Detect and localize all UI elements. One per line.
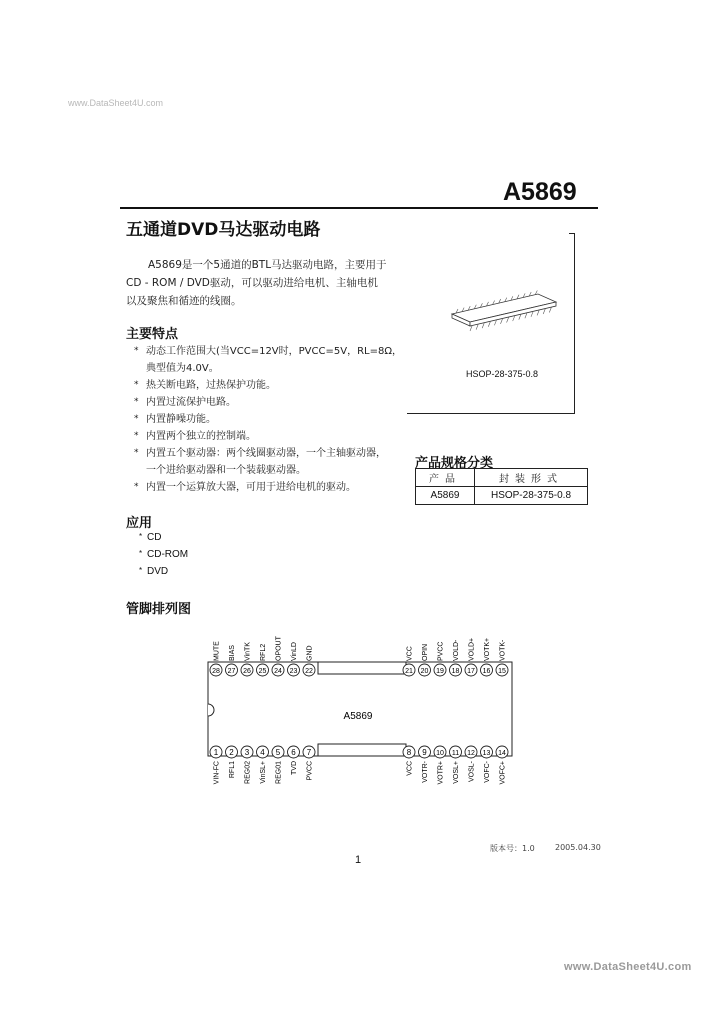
spec-cell-product: A5869: [416, 487, 475, 505]
pin-label: VCC: [406, 646, 414, 661]
pin-label: PVCC: [437, 641, 445, 661]
heat-sink-bottom: [318, 744, 406, 756]
pinout-heading: 管脚排列图: [126, 602, 192, 617]
pin-number: 19: [436, 668, 444, 675]
feature-item: 一个进给驱动器和一个装载驱动器。: [146, 465, 306, 476]
pin-number: 20: [420, 668, 429, 675]
date-label: 2005.04.30: [555, 843, 601, 852]
spec-header-row: [416, 469, 588, 487]
page-number: 1: [355, 854, 362, 866]
pin-label: OPOUT: [275, 636, 283, 661]
pin-label: REG02: [244, 761, 252, 784]
package-label: HSOP-28-375-0.8: [466, 369, 539, 379]
pin-label: GND: [306, 645, 314, 661]
pin-number: 23: [289, 668, 298, 675]
pin-label: OPIN: [422, 643, 429, 661]
application-item: * CD-ROM: [139, 546, 188, 563]
package-lead: [537, 310, 539, 315]
spec-table: [415, 468, 588, 505]
features-list: [134, 343, 404, 496]
pin-number: 15: [498, 668, 506, 675]
package-lead: [549, 308, 551, 313]
feature-item: 典型值为4.0V。: [146, 363, 219, 374]
package-lead: [470, 326, 472, 331]
pin-number: 17: [467, 668, 475, 675]
package-lead: [525, 313, 527, 318]
pin-number: 21: [405, 668, 413, 675]
pin-number: 28: [212, 668, 220, 675]
feature-item: * 内置静噪功能。: [134, 411, 404, 428]
pin-label: VOTK-: [499, 639, 507, 661]
pin-number: 4: [260, 748, 265, 757]
version-label: 版本号：1.0: [490, 844, 535, 853]
heat-sink-top: [318, 662, 406, 674]
chip-label: A5869: [343, 711, 373, 722]
pin-label: RFL1: [229, 761, 236, 779]
pin-label: VOTR+: [437, 761, 445, 785]
feature-item: * 内置一个运算放大器，可用于进给电机的驱动。: [134, 479, 404, 496]
package-lead: [513, 316, 515, 321]
spec-data-row: [416, 487, 588, 505]
frame-corner: [569, 233, 575, 234]
package-lead: [494, 320, 496, 325]
spec-col-product: 产品: [416, 469, 475, 487]
pin-label: VOTK+: [484, 637, 491, 661]
pin-number: 11: [451, 750, 460, 757]
intro-line-2: CD - ROM / DVD驱动，可以驱动进给电机、主轴电机: [126, 277, 378, 289]
pin-number: 22: [305, 668, 313, 675]
watermark-bottom: www.DataSheet4U.com: [564, 961, 692, 973]
pin-number: 7: [306, 748, 312, 757]
feature-item: * 动态工作范围大(当VCC=12V时，PVCC=5V，RL=8Ω，: [134, 343, 404, 360]
pin-label: VinTK: [244, 642, 252, 661]
pin-label: VOFC-: [484, 761, 491, 783]
pin-number: 2: [229, 748, 234, 757]
pin-number: 1: [213, 748, 219, 757]
feature-item: * 内置两个独立的控制端。: [134, 428, 404, 445]
pin-number: 18: [451, 668, 460, 675]
pin-label: VOTR-: [422, 761, 429, 783]
pin-number: 14: [498, 750, 506, 757]
pin-label: VOFC+: [499, 761, 507, 785]
package-lead: [507, 317, 509, 322]
pin-label: VOLD+: [468, 637, 476, 661]
pin-number: 16: [482, 668, 491, 675]
pin-number: 9: [422, 748, 427, 757]
spec-heading: 产品规格分类: [415, 456, 494, 471]
features-heading: 主要特点: [126, 327, 179, 342]
package-lead: [519, 315, 521, 320]
feature-item: * 内置五个驱动器：两个线圈驱动器，一个主轴驱动器，: [134, 445, 404, 462]
pin-number: 13: [482, 750, 491, 757]
pin-label: TVD: [291, 761, 298, 775]
pin-number: 6: [291, 748, 296, 757]
package-lead: [482, 323, 484, 328]
pin-label: VIN-FC: [213, 761, 221, 785]
pin-label: PVCC: [306, 761, 314, 781]
package-lead: [476, 325, 478, 330]
pin-number: 25: [258, 668, 267, 675]
intro-line-1: A5869是一个5通道的BTL马达驱动电路，主要用于: [148, 259, 387, 271]
watermark-top: www.DataSheet4U.com: [68, 98, 164, 108]
pin-number: 8: [406, 748, 412, 757]
pin-number: 12: [467, 750, 475, 757]
package-lead: [501, 319, 503, 324]
pin-label: VOSL+: [453, 761, 460, 784]
chip-body: [208, 662, 512, 756]
pin-label: VOSL-: [468, 761, 476, 783]
header-rule: [120, 207, 598, 209]
feature-item: * 内置过流保护电路。: [134, 394, 404, 411]
pin-label: MUTE: [213, 641, 221, 661]
feature-item: * 热关断电路，过热保护功能。: [134, 377, 404, 394]
package-lead: [531, 312, 533, 317]
pin-label: RFL2: [260, 643, 267, 661]
pinout-diagram: [180, 620, 540, 800]
page-title: 五通道DVD马达驱动电路: [126, 220, 321, 240]
pin-label: VinSL+: [260, 761, 267, 784]
pin-number: 26: [243, 668, 251, 675]
applications-list: [139, 529, 188, 580]
pin-number: 5: [275, 748, 281, 757]
part-number: A5869: [503, 178, 577, 206]
pin-label: REG01: [275, 761, 283, 784]
applications-heading: 应用: [126, 516, 153, 531]
pin-number: 10: [436, 750, 444, 757]
application-item: * DVD: [139, 563, 188, 580]
pin-label: BIAS: [229, 645, 236, 661]
spec-col-package: 封装形式: [475, 469, 588, 487]
pin-label: VOLD-: [453, 639, 460, 661]
intro-line-3: 以及聚焦和循迹的线圈。: [126, 295, 242, 307]
pin-number: 27: [227, 668, 236, 675]
package-illustration: [440, 280, 570, 340]
pin-label: VinLD: [291, 642, 298, 661]
pin-number: 24: [274, 668, 282, 675]
package-lead: [543, 309, 545, 314]
pin-label: VCC: [406, 761, 414, 776]
intro-paragraph: [126, 256, 411, 310]
package-lead: [488, 322, 490, 327]
spec-cell-package: HSOP-28-375-0.8: [475, 487, 588, 505]
application-item: * CD: [139, 529, 188, 546]
pin-number: 3: [244, 748, 250, 757]
